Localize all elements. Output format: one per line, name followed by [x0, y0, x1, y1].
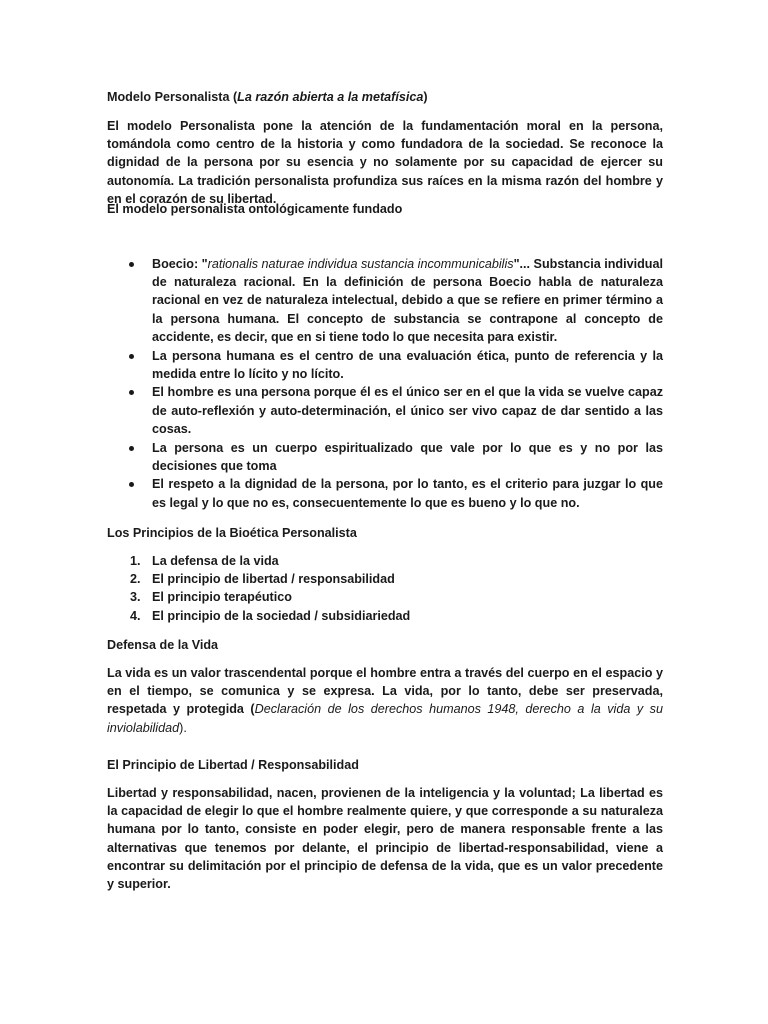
title-italic: La razón abierta a la metafísica	[237, 90, 424, 104]
latin-quote: rationalis naturae individua sustancia incommunicabilis	[207, 257, 514, 271]
bullet-icon	[129, 390, 134, 395]
libertad-heading: El Principio de Libertad / Responsabilidad	[107, 758, 359, 772]
bullet-icon	[129, 446, 134, 451]
bullet-item: La persona humana es el centro de una evaluación ética, punto de referencia y la medida entre lo lícito y no lícito.	[107, 347, 663, 383]
libertad-paragraph: Libertad y responsabilidad, nacen, provienen de la inteligencia y la voluntad; La libertad es la capacidad de elegir lo que el hombre realmente quiere, y que corresponde a su naturaleza humana por lo tanto, consiste en poder elegir, pero de manera responsable frente a las alternativas que tenemos por delante, el principio de libertad-responsabilidad, viene a encontrar su delimitación por el principio de defensa de la vida, que es un valor precedente y superior.	[107, 786, 663, 892]
declaration-reference: Declaración de los derechos humanos 1948, derecho a la vida y su inviolabilidad	[107, 702, 663, 735]
bullet-icon	[129, 262, 134, 267]
principles-heading: Los Principios de la Bioética Personalista	[107, 526, 357, 540]
principle-item: 4. El principio de la sociedad / subsidiariedad	[130, 608, 411, 623]
bullet-item: Boecio: "rationalis naturae individua sustancia incommunicabilis"... Substancia individual de naturaleza racional. En la definición de persona Boecio habla de naturaleza racional en vez de naturaleza intelectual, debido a que se refiere en primer término a la persona humana. El concepto de substancia se contrapone al concepto de accidente, es decir, que en si tiene todo lo que necesita para existir.	[107, 255, 663, 346]
bullet-icon	[129, 354, 134, 359]
defensa-heading: Defensa de la Vida	[107, 638, 219, 652]
subheading-ontological: El modelo personalista ontológicamente fundado	[107, 202, 403, 216]
defensa-paragraph: La vida es un valor trascendental porque el hombre entra a través del cuerpo en el espacio y en el tiempo, se comunica y se expresa. La vida, por lo tanto, debe ser preservada, respetada y protegida (Declaración de los derechos humanos 1948, derecho a la vida y su inviolabilidad).	[107, 666, 663, 735]
bullet-icon	[129, 482, 134, 487]
title-text: Modelo Personalista (	[107, 90, 238, 104]
bullet-item: El hombre es una persona porque él es el único ser en el que la vida se vuelve capaz de auto-reflexión y auto-determinación, el único ser vivo capaz de dar sentido a las cosas.	[107, 383, 663, 438]
intro-paragraph: El modelo Personalista pone la atención de la fundamentación moral en la persona, tomándola como centro de la historia y como fundadora de la sociedad. Se reconoce la dignidad de la persona por su esencia y no solamente por su capacidad de ejercer su autonomía. La tradición personalista profundiza sus raíces en la misma razón del hombre y en el corazón de su libertad.	[107, 119, 663, 206]
principle-item: 1. La defensa de la vida	[130, 554, 279, 568]
title-end: )	[423, 90, 428, 104]
principle-item: 3. El principio terapéutico	[130, 590, 292, 605]
bullet-item: El respeto a la dignidad de la persona, por lo tanto, es el criterio para juzgar lo que es legal y lo que no es, consecuentemente lo que es bueno y lo que no.	[107, 475, 663, 511]
principle-item: 2. El principio de libertad / responsabilidad	[130, 572, 395, 587]
principles-list	[107, 552, 663, 625]
bullet-item: La persona es un cuerpo espiritualizado que vale por lo que es y no por las decisiones que toma	[107, 439, 663, 475]
bullet-list	[107, 255, 663, 512]
document-title	[107, 88, 663, 106]
